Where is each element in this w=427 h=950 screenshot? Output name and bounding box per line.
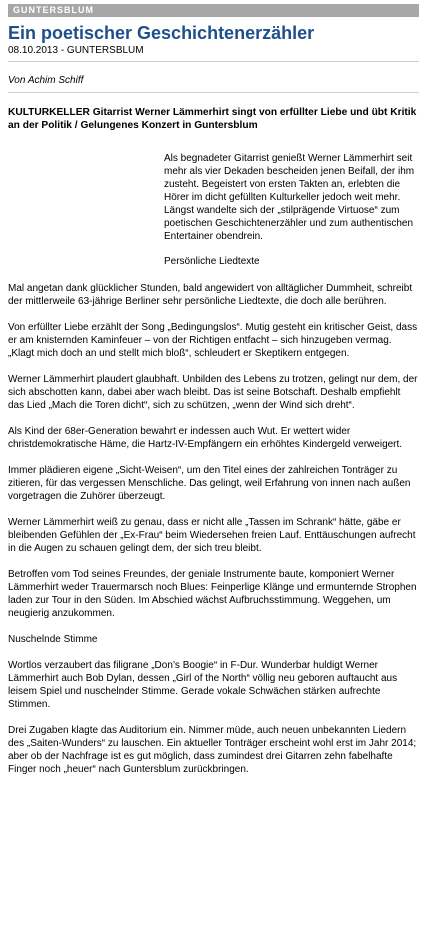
article-title: Ein poetischer Geschichtenerzähler <box>8 23 315 43</box>
intro-column <box>164 152 419 268</box>
article <box>0 22 427 776</box>
divider <box>8 61 419 62</box>
body-paragraph: Mal angetan dank glücklicher Stunden, bald angewidert von alltäglicher Dummheit, schreibt der mittlerweile 63-jährige Berliner sehr persönliche Liedtexte, die doch alle berühren. <box>8 283 413 307</box>
body-paragraph: Werner Lämmerhirt weiß zu genau, dass er nicht alle „Tassen im Schrank“ hätte, gäbe er bleibenden Gefühlen der „Ex-Frau“ beim Wiedersehen freien Lauf. Enttäuschungen aufrecht in die Augen zu schauen gelingt dem, der sich treu bleibt. <box>8 517 416 554</box>
subheading: Nuschelnde Stimme <box>8 634 98 645</box>
body-paragraph: Von erfüllter Liebe erzählt der Song „Bedingungslos“. Mutig gesteht ein kritischer Geist, dass er am knisternden Kaminfeuer – von der Richtigen entfacht – sich hinzugeben vermag. „Klagt mich doch an und stellt mich bloß“, schleudert er Skeptikern entgegen. <box>8 322 418 359</box>
article-lead: KULTURKELLER Gitarrist Werner Lämmerhirt singt von erfüllter Liebe und übt Kritik an der Politik / Gelungenes Konzert in Guntersblum <box>8 107 417 131</box>
article-body <box>8 282 419 776</box>
body-paragraph: Als Kind der 68er-Generation bewahrt er indessen auch Wut. Er wettert wider christdemokratische Häme, die Hartz-IV-Empfängern ein erhöhtes Kindergeld verweigert. <box>8 426 403 450</box>
section-bar <box>8 4 419 17</box>
section-label: GUNTERSBLUM <box>13 5 94 15</box>
divider <box>8 92 419 93</box>
body-paragraph: Immer plädieren eigene „Sicht-Weisen“, um den Titel eines der zahlreichen Tonträger zu zitieren, für das vergessen Menschliche. Das gelingt, weil Erfahrung von innen nach außen vorgetragen die Zuhörer überzeugt. <box>8 465 411 502</box>
body-paragraph: Drei Zugaben klagte das Auditorium ein. Nimmer müde, auch neuen unbekannten Liedern des „Saiten-Wunders“ zu lauschen. Ein aktueller Tonträger erscheint wohl erst im Jahr 2014; aber ob der Nachfrage ist es gut möglich, dass zumindest drei Gitarren zehn fabelhafte Finger noch „heuer“ nach Guntersblum zurückbringen. <box>8 725 417 775</box>
subheading: Persönliche Liedtexte <box>164 256 260 267</box>
body-paragraph: Wortlos verzaubert das filigrane „Don’s Boogie“ in F-Dur. Wunderbar huldigt Werner Lämmerhirt auch Bob Dylan, dessen „Girl of the North“ völlig neu geboren auftaucht aus leisem Spiel und nuschelnder Stimme. Gerade vokale Schwächen stärken aufrechte Stimmen. <box>8 660 398 710</box>
body-paragraph: Betroffen vom Tod seines Freundes, der geniale Instrumente baute, komponiert Werner Lämmerhirt weder Trauermarsch noch Blues: Feinperlige Klänge und ermunternde Strophen laden zur Tour in den Süden. Im Abschied wächst Aufbruchsstimmung. Weggehen, um neugierig anzukommen. <box>8 569 417 619</box>
article-author: Von Achim Schiff <box>8 75 84 86</box>
body-paragraph: Werner Lämmerhirt plaudert glaubhaft. Unbilden des Lebens zu trotzen, gelingt nur dem, der sich abschotten kann, dabei aber wach bleibt. Das ist seine Botschaft. Deshalb empfiehlt das Lied „Mach die Toren dicht“, sich zu schützen, „wenn der Wind sich dreht“. <box>8 374 418 411</box>
intro-paragraph: Als begnadeter Gitarrist genießt Werner Lämmerhirt seit mehr als vier Dekaden bescheiden jenen Beifall, der ihm zusteht. Begeistert von ersten Takten an, erlebten die Hörer im dicht gefüllten Kulturkeller jedoch weit mehr. Längst wandelte sich der „stilprägende Virtuose“ zum poetischen Geschichtenerzähler und zum authentischen Entertainer obendrein. <box>164 153 415 242</box>
article-dateline: 08.10.2013 - GUNTERSBLUM <box>8 45 144 56</box>
